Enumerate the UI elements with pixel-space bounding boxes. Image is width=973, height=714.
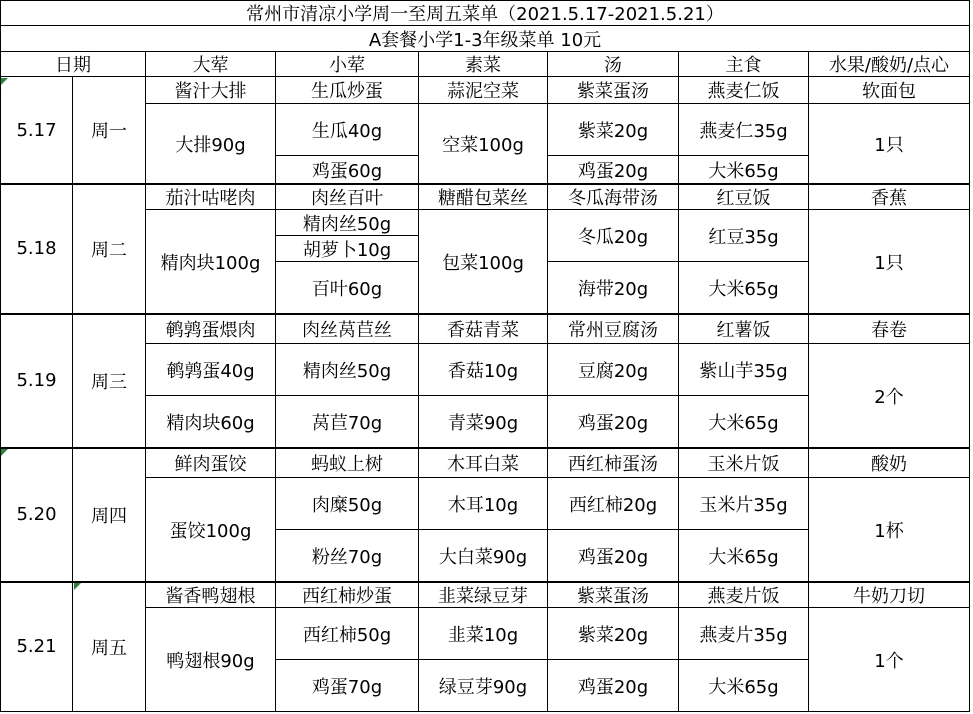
ingredient-cell: 精肉丝50g bbox=[276, 210, 419, 236]
ingredient-cell: 1杯 bbox=[809, 478, 970, 582]
ingredient-cell: 木耳10g bbox=[419, 478, 548, 530]
ingredient-cell: 大米65g bbox=[679, 660, 809, 712]
ingredient-cell: 燕麦片35g bbox=[679, 608, 809, 660]
dish-tang: 常州豆腐汤 bbox=[548, 314, 679, 344]
dish-zhushi: 燕麦片饭 bbox=[679, 582, 809, 608]
ingredient-cell: 鹌鹑蛋40g bbox=[146, 344, 276, 396]
menu-title: 常州市清凉小学周一至周五菜单（2021.5.17-2021.5.21） bbox=[0, 0, 970, 26]
dish-dianxin: 牛奶刀切 bbox=[809, 582, 970, 608]
ingredient-cell: 西红柿50g bbox=[276, 608, 419, 660]
dish-xiaohun: 肉丝百叶 bbox=[276, 184, 419, 210]
ingredient-cell: 香菇10g bbox=[419, 344, 548, 396]
ingredient-cell: 紫菜20g bbox=[548, 104, 679, 156]
dish-dahun: 茄汁咕咾肉 bbox=[146, 184, 276, 210]
header-sucai: 素菜 bbox=[419, 52, 548, 77]
dish-dahun: 鲜肉蛋饺 bbox=[146, 448, 276, 478]
ingredient-cell: 精肉丝50g bbox=[276, 344, 419, 396]
ingredient-cell: 蛋饺100g bbox=[146, 478, 276, 582]
ingredient-cell: 精肉块60g bbox=[146, 396, 276, 448]
ingredient-cell: 2个 bbox=[809, 344, 970, 448]
ingredient-cell: 豆腐20g bbox=[548, 344, 679, 396]
ingredient-cell: 冬瓜20g bbox=[548, 210, 679, 262]
header-dianxin: 水果/酸奶/点心 bbox=[809, 52, 970, 77]
ingredient-cell: 绿豆芽90g bbox=[419, 660, 548, 712]
weekday-cell: 周一 bbox=[73, 77, 146, 184]
date-cell: 5.19 bbox=[0, 314, 73, 448]
date-cell: 5.21 bbox=[0, 582, 73, 712]
ingredient-cell: 韭菜10g bbox=[419, 608, 548, 660]
weekday-cell: 周三 bbox=[73, 314, 146, 448]
ingredient-cell: 胡萝卜10g bbox=[276, 236, 419, 262]
ingredient-cell: 空菜100g bbox=[419, 104, 548, 184]
ingredient-cell: 鸡蛋20g bbox=[548, 530, 679, 582]
ingredient-cell: 精肉块100g bbox=[146, 210, 276, 314]
dish-dianxin: 软面包 bbox=[809, 77, 970, 104]
dish-sucai: 木耳白菜 bbox=[419, 448, 548, 478]
dish-tang: 紫菜蛋汤 bbox=[548, 582, 679, 608]
header-zhushi: 主食 bbox=[679, 52, 809, 77]
dish-xiaohun: 肉丝莴苣丝 bbox=[276, 314, 419, 344]
ingredient-cell: 粉丝70g bbox=[276, 530, 419, 582]
dish-dianxin: 春卷 bbox=[809, 314, 970, 344]
weekday-cell: 周五 bbox=[73, 582, 146, 712]
ingredient-cell: 鸡蛋70g bbox=[276, 660, 419, 712]
dish-tang: 冬瓜海带汤 bbox=[548, 184, 679, 210]
ingredient-cell: 莴苣70g bbox=[276, 396, 419, 448]
dish-sucai: 蒜泥空菜 bbox=[419, 77, 548, 104]
date-cell: 5.20 bbox=[0, 448, 73, 582]
dish-tang: 西红柿蛋汤 bbox=[548, 448, 679, 478]
ingredient-cell: 紫山芋35g bbox=[679, 344, 809, 396]
ingredient-cell: 大白菜90g bbox=[419, 530, 548, 582]
dish-tang: 紫菜蛋汤 bbox=[548, 77, 679, 104]
dish-xiaohun: 蚂蚁上树 bbox=[276, 448, 419, 478]
ingredient-cell: 百叶60g bbox=[276, 262, 419, 314]
ingredient-cell: 海带20g bbox=[548, 262, 679, 314]
ingredient-cell: 1只 bbox=[809, 210, 970, 314]
ingredient-cell: 包菜100g bbox=[419, 210, 548, 314]
header-xiaohun: 小荤 bbox=[276, 52, 419, 77]
ingredient-cell: 1只 bbox=[809, 104, 970, 184]
dish-xiaohun: 生瓜炒蛋 bbox=[276, 77, 419, 104]
header-dahun: 大荤 bbox=[146, 52, 276, 77]
ingredient-cell: 西红柿20g bbox=[548, 478, 679, 530]
menu-subtitle: A套餐小学1-3年级菜单 10元 bbox=[0, 26, 970, 52]
ingredient-cell: 鸡蛋20g bbox=[548, 660, 679, 712]
dish-sucai: 香菇青菜 bbox=[419, 314, 548, 344]
dish-sucai: 糖醋包菜丝 bbox=[419, 184, 548, 210]
ingredient-cell: 生瓜40g bbox=[276, 104, 419, 156]
date-cell: 5.17 bbox=[0, 77, 73, 184]
weekday-cell: 周四 bbox=[73, 448, 146, 582]
ingredient-cell: 玉米片35g bbox=[679, 478, 809, 530]
header-tang: 汤 bbox=[548, 52, 679, 77]
dish-dahun: 酱香鸭翅根 bbox=[146, 582, 276, 608]
header-date: 日期 bbox=[0, 52, 146, 77]
ingredient-cell: 鸭翅根90g bbox=[146, 608, 276, 712]
ingredient-cell: 大米65g bbox=[679, 396, 809, 448]
weekday-cell: 周二 bbox=[73, 184, 146, 314]
ingredient-cell: 紫菜20g bbox=[548, 608, 679, 660]
ingredient-cell: 青菜90g bbox=[419, 396, 548, 448]
date-cell: 5.18 bbox=[0, 184, 73, 314]
dish-sucai: 韭菜绿豆芽 bbox=[419, 582, 548, 608]
dish-zhushi: 红豆饭 bbox=[679, 184, 809, 210]
ingredient-cell: 肉糜50g bbox=[276, 478, 419, 530]
ingredient-cell: 红豆35g bbox=[679, 210, 809, 262]
ingredient-cell: 燕麦仁35g bbox=[679, 104, 809, 156]
dish-zhushi: 红薯饭 bbox=[679, 314, 809, 344]
dish-zhushi: 玉米片饭 bbox=[679, 448, 809, 478]
ingredient-cell: 鸡蛋20g bbox=[548, 396, 679, 448]
ingredient-cell: 1个 bbox=[809, 608, 970, 712]
dish-dahun: 鹌鹑蛋煨肉 bbox=[146, 314, 276, 344]
dish-dianxin: 香蕉 bbox=[809, 184, 970, 210]
dish-zhushi: 燕麦仁饭 bbox=[679, 77, 809, 104]
ingredient-cell: 鸡蛋60g bbox=[276, 156, 419, 184]
ingredient-cell: 大米65g bbox=[679, 530, 809, 582]
ingredient-cell: 大米65g bbox=[679, 262, 809, 314]
dish-dianxin: 酸奶 bbox=[809, 448, 970, 478]
ingredient-cell: 大排90g bbox=[146, 104, 276, 184]
ingredient-cell: 鸡蛋20g bbox=[548, 156, 679, 184]
dish-dahun: 酱汁大排 bbox=[146, 77, 276, 104]
ingredient-cell: 大米65g bbox=[679, 156, 809, 184]
dish-xiaohun: 西红柿炒蛋 bbox=[276, 582, 419, 608]
